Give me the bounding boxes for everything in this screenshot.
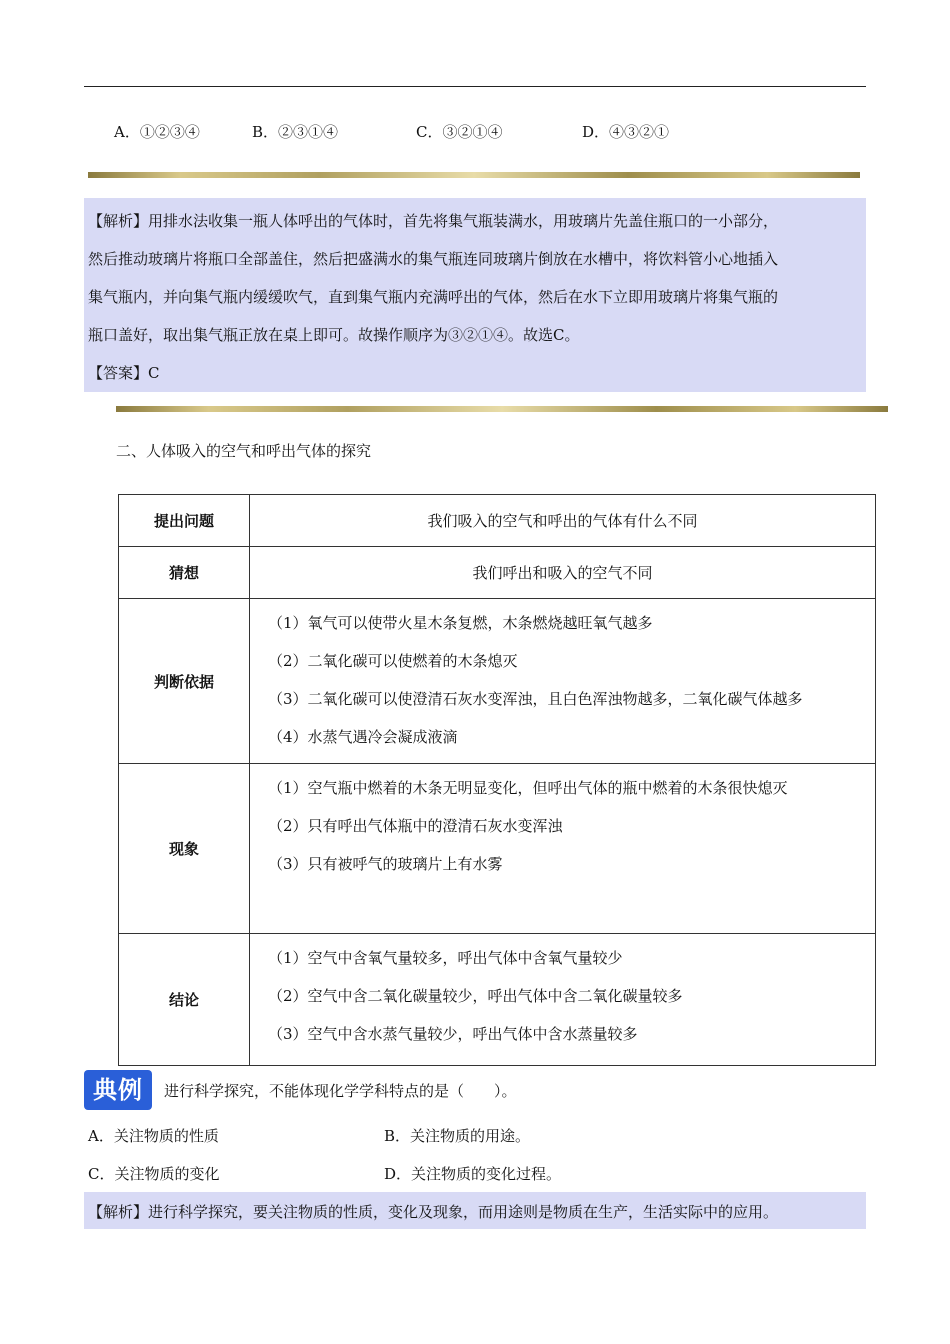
row-list [250, 764, 876, 934]
table-row [119, 495, 876, 547]
row-label: 现象 [119, 764, 250, 934]
header-rule [84, 86, 866, 87]
list-item: （3）二氧化碳可以使澄清石灰水变浑浊，且白色浑浊物越多，二氧化碳气体越多 [268, 690, 803, 708]
option-c: C．③②①④ [416, 123, 503, 141]
list-item: （3）只有被呼气的玻璃片上有水雾 [268, 855, 503, 873]
example-analysis-box [84, 1192, 866, 1229]
row-label: 猜想 [119, 547, 250, 599]
row-list [250, 599, 876, 764]
option-b: B．②③①④ [252, 123, 339, 141]
answer-line: 【答案】C [88, 364, 160, 382]
analysis-line: 【解析】用排水法收集一瓶人体呼出的气体时，首先将集气瓶装满水，用玻璃片先盖住瓶口的一小部分， [88, 212, 779, 230]
example-badge: 典例 [84, 1070, 152, 1110]
example-question: 进行科学探究，不能体现化学学科特点的是（ ）。 [164, 1082, 517, 1100]
choice-a: A．关注物质的性质 [88, 1127, 219, 1145]
list-item: （3）空气中含水蒸气量较少，呼出气体中含水蒸量较多 [268, 1025, 638, 1043]
choice-c: C．关注物质的变化 [88, 1165, 220, 1183]
choice-d: D．关注物质的变化过程。 [384, 1165, 562, 1183]
table-row [119, 547, 876, 599]
row-label: 结论 [119, 934, 250, 1066]
analysis-line: 瓶口盖好，取出集气瓶正放在桌上即可。故操作顺序为③②①④。故选C。 [88, 326, 580, 344]
option-a: A．①②③④ [114, 123, 200, 141]
row-content: 我们吸入的空气和呼出的气体有什么不同 [250, 495, 876, 547]
row-label: 提出问题 [119, 495, 250, 547]
list-item: （1）空气中含氧气量较多，呼出气体中含氧气量较少 [268, 949, 623, 967]
list-item: （2）二氧化碳可以使燃着的木条熄灭 [268, 652, 518, 670]
example-analysis: 【解析】进行科学探究，要关注物质的性质，变化及现象，而用途则是物质在生产，生活实际中的应用。 [88, 1203, 779, 1221]
table-row [119, 764, 876, 934]
experiment-table [118, 494, 876, 1066]
analysis-line: 然后推动玻璃片将瓶口全部盖住，然后把盛满水的集气瓶连同玻璃片倒放在水槽中，将饮料管小心地插入 [88, 250, 779, 268]
gold-divider-bottom [116, 406, 888, 412]
table-row [119, 599, 876, 764]
analysis-line: 集气瓶内，并向集气瓶内缓缓吹气，直到集气瓶内充满呼出的气体，然后在水下立即用玻璃片将集气瓶的 [88, 288, 779, 306]
choice-b: B．关注物质的用途。 [384, 1127, 531, 1145]
row-list [250, 934, 876, 1066]
list-item: （1）空气瓶中燃着的木条无明显变化，但呼出气体的瓶中燃着的木条很快熄灭 [268, 779, 788, 797]
analysis-box [84, 198, 866, 392]
section-title: 二、人体吸入的空气和呼出气体的探究 [116, 442, 372, 460]
gold-divider-top [88, 172, 860, 178]
row-content: 我们呼出和吸入的空气不同 [250, 547, 876, 599]
list-item: （4）水蒸气遇冷会凝成液滴 [268, 728, 458, 746]
table-row [119, 934, 876, 1066]
list-item: （2）空气中含二氧化碳量较少，呼出气体中含二氧化碳量较多 [268, 987, 683, 1005]
option-d: D．④③②① [582, 123, 670, 141]
row-label: 判断依据 [119, 599, 250, 764]
list-item: （1）氧气可以使带火星木条复燃，木条燃烧越旺氧气越多 [268, 614, 653, 632]
list-item: （2）只有呼出气体瓶中的澄清石灰水变浑浊 [268, 817, 563, 835]
